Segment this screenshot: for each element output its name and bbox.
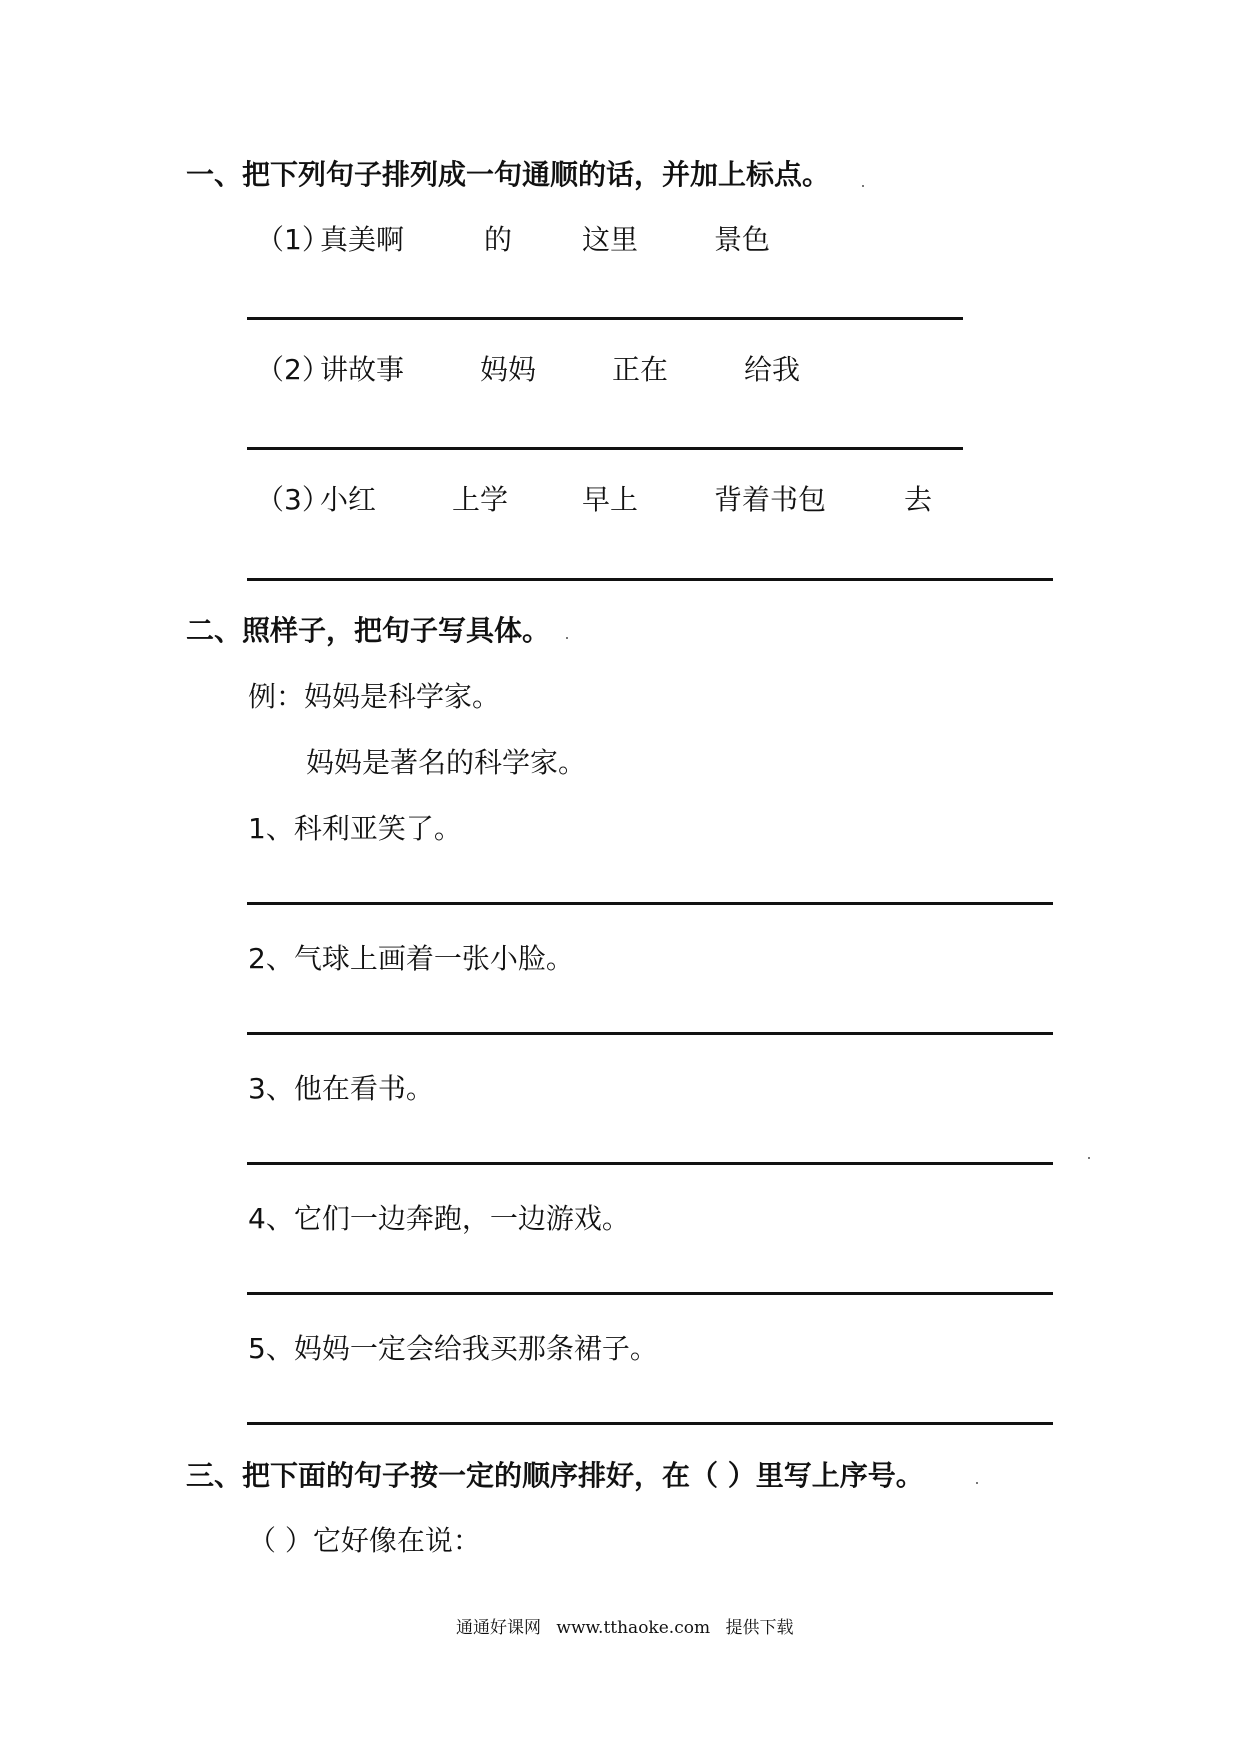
question-1-word: 真美啊 — [320, 223, 405, 256]
example-sentence: 例：妈妈是科学家。 — [248, 680, 501, 713]
sentence-item-1: 1、科利亚笑了。 — [248, 812, 462, 845]
question-2-word: 妈妈 — [480, 353, 537, 386]
answer-line — [247, 1032, 1053, 1035]
answer-line — [247, 1292, 1053, 1295]
page-footer — [456, 1620, 793, 1637]
question-2-word: 正在 — [612, 353, 669, 386]
question-3-word: 去 — [904, 483, 933, 516]
section-1-heading: 一、把下列句子排列成一句通顺的话，并加上标点。 — [186, 158, 831, 191]
footer-suffix: 提供下载 — [725, 1618, 794, 1638]
question-3-number: （3） — [256, 483, 330, 516]
answer-line — [247, 447, 963, 450]
question-1-word: 景色 — [714, 223, 771, 256]
sentence-item-3: 3、他在看书。 — [248, 1072, 434, 1105]
answer-line — [247, 1422, 1053, 1425]
question-1-word: 的 — [484, 223, 513, 256]
ordering-item-1: （ ）它好像在说： — [248, 1524, 481, 1557]
question-3-word: 上学 — [452, 483, 509, 516]
scan-speck — [862, 185, 864, 187]
footer-url: www.tthaoke.com — [556, 1618, 711, 1638]
sentence-item-5: 5、妈妈一定会给我买那条裙子。 — [248, 1332, 658, 1365]
scan-speck — [976, 1482, 978, 1484]
sentence-item-2: 2、气球上画着一张小脸。 — [248, 942, 574, 975]
question-2-word: 讲故事 — [320, 353, 405, 386]
answer-line — [247, 578, 1053, 581]
section-2-heading: 二、照样子，把句子写具体。 — [186, 614, 551, 647]
question-2-number: （2） — [256, 353, 330, 386]
answer-line — [247, 317, 963, 320]
answer-line — [247, 902, 1053, 905]
scan-speck — [566, 637, 568, 639]
answer-line — [247, 1162, 1053, 1165]
question-2-word: 给我 — [744, 353, 801, 386]
question-1-word: 这里 — [582, 223, 639, 256]
example-answer: 妈妈是著名的科学家。 — [306, 746, 587, 779]
question-3-word: 背着书包 — [714, 483, 827, 516]
question-1-number: （1） — [256, 223, 330, 256]
footer-site-name: 通通好课网 — [456, 1618, 541, 1638]
question-3-word: 小红 — [320, 483, 377, 516]
question-3-word: 早上 — [582, 483, 639, 516]
section-3-heading: 三、把下面的句子按一定的顺序排好，在（ ）里写上序号。 — [186, 1459, 924, 1492]
sentence-item-4: 4、它们一边奔跑，一边游戏。 — [248, 1202, 630, 1235]
scan-speck — [1088, 1157, 1090, 1159]
